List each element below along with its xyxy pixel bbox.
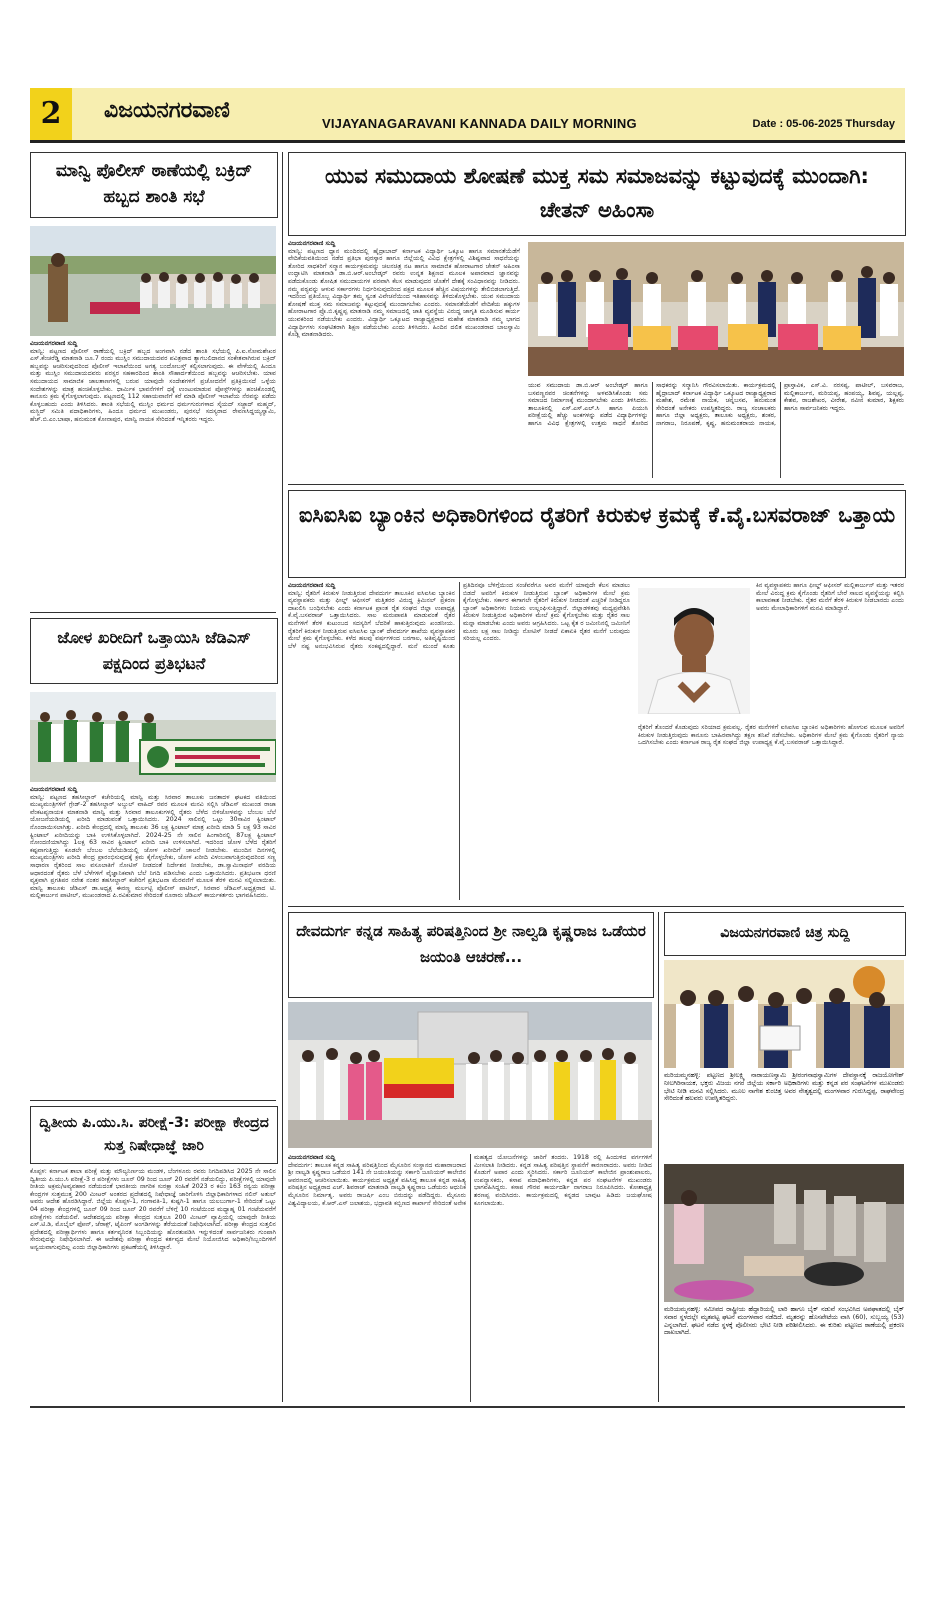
story1-body [30,340,276,608]
story5-headline: ದೇವದುರ್ಗ ಕನ್ನಡ ಸಾಹಿತ್ಯ ಪರಿಷತ್ತಿನಿಂದ ಶ್ರೀ ನಾಲ್ವಡಿ ಕೃಷ್ಣರಾಜ ಒಡೆಯರ ಜಯಂತಿ ಆಚರಣೆ... [296,922,646,966]
story5-photo [288,1002,652,1148]
story2-headline: ಜೋಳ ಖರೀದಿಗೆ ಒತ್ತಾಯಿಸಿ ಜೆಡಿಎಸ್ ಪಕ್ಷದಿಂದ ಪ್ರತಿಭಟನೆ [57,628,251,673]
story2-byline: ವಿಜಯನಗರವಾಣಿ ಸುದ್ದಿ [30,786,78,793]
lead-text: ಮಾನ್ವಿ: ಪಟ್ಟಣದ ಧ್ಯಾನ ಮಂದಿರದಲ್ಲಿ ಹೈದ್ರಾಬಾದ್ ಕರ್ನಾಟಕ ವಿದ್ಯಾರ್ಥಿ ಒಕ್ಕೂಟ ಹಾಗೂ ಸಮಾನತೆಯೆಡೆಗೆ ವೇದಿಕೆಯವತಿಯಿಂದ ನಡೆದ ಪ್ರತಿಭಾ ಪುರಸ್ಕಾರ ಹಾಗೂ ಜಿಲ್ಲೆಯಲ್ಲಿ ವಿವಿಧ ಕ್ಷೇತ್ರಗಳಲ್ಲಿ ವಿಶಿಷ್ಟವಾದ ಸಾಧನೆಯನ್ನು ತೋರಿದ ಸಾಧಕರಿಗೆ ಸನ್ಮಾನ ಕಾರ್ಯಕ್ರಮವನ್ನು ಚಲನಚಿತ್ರ ನಟ ಹಾಗೂ ಸಾಮಾಜಿಕ ಹೋರಾಟಗಾರ ಚೇತನ್ ಅಹಿಂಸಾ ಉದ್ಘಾಟಿಸಿ ಮಾತನಾಡಿ ಡಾ.ಬಿ.ಆರ್.ಅಂಬೇಡ್ಕರ್ ರವರು ಉನ್ನತ ಶಿಕ್ಷಣದ ಮೂಲಕ ಅಪಾರವಾದ ಜ್ಞಾನವನ್ನು ಪಡೆದುಕೊಂಡು ಶೋಷಿತ ಸಮುದಾಯಗಳ ಪರವಾಗಿ ಕೆಲಸ ಮಾಡುವುದರ ಜೊತೆಗೆ ದೇಶಕ್ಕೆ ಸಂವಿಧಾನವನ್ನು ನೀಡಿದರು. ನಮ್ಮ ಪಠ್ಯವನ್ನು ಆಳುವ ಸರ್ಕಾರಗಳು ನಿರ್ಧರಿಸುವುದರಿಂದ ಪಕ್ಷದ ಮೂಲಕ ಹೆಚ್ಚಿನ ವಿಷಯಗಳನ್ನು ತೇಲಿಬಿಡಲಾಗುತ್ತಿದೆ. ಇದರಿಂದ ಪ್ರತಿಯೊಬ್ಬ ವಿದ್ಯಾರ್ಥಿ ತಮ್ಮ ಸ್ವಂತ ವಿವೇಚನೆಯಿಂದ ಇತಿಹಾಸವನ್ನು ತಿಳಿದುಕೊಳ್ಳಬೇಕು. ಯುವ ಸಮುದಾಯ ಶೋಷಣೆ ಮುಕ್ತ ಸಮ ಸಮಾಜವನ್ನು ಕಟ್ಟುವುದಕ್ಕೆ ಮುಂದಾಗಬೇಕು ಎಂದರು. ಸಮಾನತೆಯೆಡೆಗೆ ವೇದಿಕೆಯ ಹಕ್ಕುಗಳ ಹೋರಾಟಗಾರ ಪ್ರೊ.ಬಿ.ಕೃಷ್ಣಪ್ಪ ಮಾತನಾಡಿ ನಮ್ಮ ಸಮಾಜದಲ್ಲಿ ಜಾತಿ ವ್ಯವಸ್ಥೆಯ ವಿರುದ್ಧ ಜಾಗೃತಿ ಮೂಡಿಸುವ ಕಾರ್ಯ ಯುವಕರಿಂದ ನಡೆಯಬೇಕು ಎಂದರು. ವಿದ್ಯಾರ್ಥಿ ಒಕ್ಕೂಟದ ರಾಜ್ಯಾಧ್ಯಕ್ಷರಾದ ಮಹೇಶ ಮಾತನಾಡಿ ನಮ್ಮ ಭಾಗದ ವಿದ್ಯಾರ್ಥಿಗಳು ಸಂಘಟಿತರಾಗಿ ಶಿಕ್ಷಣ ಪಡೆಯಬೇಕು ಎಂದು ತಿಳಿಸಿದರು. ಹಿಂದಿನ ದಲಿತ ಮುಖಂಡರಾದ ಬಾಲಸ್ವಾಮಿ ಕೊಡ್ಲಿ ಮಾತನಾಡಿದರು. [288,247,520,339]
story4-headline: ಐಸಿಐಸಿಐ ಬ್ಯಾಂಕಿನ ಅಧಿಕಾರಿಗಳಿಂದ ರೈತರಿಗೆ ಕಿರುಕುಳ ಕ್ರಮಕ್ಕೆ ಕೆ.ವೈ.ಬಸವರಾಜ್ ಒತ್ತಾಯ [298,503,896,527]
story1-headline-box [30,152,278,218]
story6-photo2 [664,1164,904,1302]
story4-body [288,582,630,900]
lead-body [288,240,520,476]
story2-body [30,786,276,1096]
story6-caption2: ಮರಿಯಮ್ಮನಹಳ್ಳಿ: ಸಮೀಪದ ರಾಷ್ಟ್ರೀಯ ಹೆದ್ದಾರಿಯಲ್ಲಿ ಲಾರಿ ಹಾಗೂ ಬೈಕ್ ನಡುವೆ ಸಂಭವಿಸಿದ ಅಪಘಾತದಲ್ಲಿ ಬೈಕ್ ಸವಾರ ಸ್ಥಳದಲ್ಲೇ ಮೃತಪಟ್ಟ ಘಟನೆ ಮಂಗಳವಾರ ನಡೆದಿದೆ. ಮೃತರನ್ನು ಹೊಸಪೇಟೆಯ ವಾಸಿ (60), ಸುಬ್ಬಯ್ಯ (53) ಎನ್ನಲಾಗಿದೆ. ಘಟನೆ ನಡೆದ ಸ್ಥಳಕ್ಕೆ ಪೊಲೀಸರು ಭೇಟಿ ನೀಡಿ ಪರಿಶೀಲಿಸಿದರು. ಈ ಕುರಿತು ಪಟ್ಟಣದ ಠಾಣೆಯಲ್ಲಿ ಪ್ರಕರಣ ದಾಖಲಾಗಿದೆ. [664,1306,904,1337]
lead-headline-box [288,152,906,236]
dateline: Date : 05-06-2025 Thursday [752,118,895,130]
story5-byline: ವಿಜಯನಗರವಾಣಿ ಸುದ್ದಿ [288,1154,336,1161]
story4-portrait [638,588,750,714]
story5-headline-box [288,912,654,998]
story5-text: ದೇವದುರ್ಗ: ತಾಲೂಕ ಕನ್ನಡ ಸಾಹಿತ್ಯ ಪರಿಷತ್ತಿನಿಂದ ಮೈಸೂರಿನ ಸಂಸ್ಥಾನದ ಮಹಾರಾಜರಾದ ಶ್ರೀ ನಾಲ್ವಡಿ ಕೃಷ್ಣರಾಜ ಒಡೆಯರ 141 ನೇ ಜಯಂತಿಯನ್ನು ಸರ್ಕಾರಿ ಜೂನಿಯರ್ ಕಾಲೇಜಿನ ಆವರಣದಲ್ಲಿ ಆಚರಿಸಲಾಯಿತು. ಕಾರ್ಯಕ್ರಮದ ಅಧ್ಯಕ್ಷತೆ ವಹಿಸಿದ್ದ ತಾಲೂಕ ಕನ್ನಡ ಸಾಹಿತ್ಯ ಪರಿಷತ್ತಿನ ಅಧ್ಯಕ್ಷರಾದ ಎಚ್. ಶಿವರಾಜ್ ಮಾತನಾಡಿ ನಾಲ್ವಡಿ ಕೃಷ್ಣರಾಜ ಒಡೆಯರು ಆಧುನಿಕ ಮೈಸೂರಿನ ನಿರ್ಮಾತೃ. ಅವರು ರಾಜರ್ಷಿ ಎಂಬ ಬಿರುದನ್ನು ಪಡೆದಿದ್ದರು. ಮೈಸೂರು ವಿಶ್ವವಿದ್ಯಾಲಯ, ಕೆ.ಆರ್.ಎಸ್ ಜಲಾಶಯ, ಭದ್ರಾವತಿ ಕಬ್ಬಿಣದ ಕಾರ್ಖಾನೆ ಸೇರಿದಂತೆ ಅನೇಕ ಮಹತ್ವದ ಯೋಜನೆಗಳನ್ನು ಜಾರಿಗೆ ತಂದರು. 1918 ರಲ್ಲಿ ಹಿಂದುಳಿದ ವರ್ಗಗಳಿಗೆ ಮೀಸಲಾತಿ ನೀಡಿದರು. ಕನ್ನಡ ಸಾಹಿತ್ಯ ಪರಿಷತ್ತಿನ ಸ್ಥಾಪನೆಗೆ ಕಾರಣರಾದರು. ಅವರು ನೀಡಿದ ಕೊಡುಗೆ ಅಪಾರ ಎಂದು ಸ್ಮರಿಸಿದರು. ಸರ್ಕಾರಿ ಜೂನಿಯರ್ ಕಾಲೇಜಿನ ಪ್ರಾಂಶುಪಾಲರು, ಉಪನ್ಯಾಸಕರು, ಕಸಾಪ ಪದಾಧಿಕಾರಿಗಳು, ಕನ್ನಡ ಪರ ಸಂಘಟನೆಗಳ ಮುಖಂಡರು ಭಾಗವಹಿಸಿದ್ದರು. ಕಸಾಪ ಗೌರವ ಕಾರ್ಯದರ್ಶಿ ನಾಗರಾಜ ನಿರೂಪಿಸಿದರು. ಕೋಶಾಧ್ಯಕ್ಷ ಶರಣಪ್ಪ ವಂದಿಸಿದರು. ಕಾರ್ಯಕ್ರಮದಲ್ಲಿ ಕನ್ನಡದ ಬಾವುಟ ಹಿಡಿದು ಜಯಘೋಷ ಕೂಗಲಾಯಿತು. [288,1154,652,1207]
divider [30,612,276,613]
page-number: 2 [30,88,72,140]
story6-caption1: ಮರಿಯಮ್ಮನಹಳ್ಳಿ: ಪಟ್ಟಣದ ಶ್ರೀಲಕ್ಷ್ಮಿ ನಾರಾಯಣಸ್ವಾಮಿ ಶ್ರೀರಂಗನಾಥಸ್ವಾಮಿಗಳ ದೇವಸ್ಥಾನಕ್ಕೆ ರಾಜಯೋಗೇಶ್ ನೀಲಗಿರಿನಾಯಕ, ಭಕ್ತರು ವಿಜಯ ನಗರ ಜಿಲ್ಲೆಯ ಸರ್ಕಾರಿ ಅಧಿಕಾರಿಗಳು ಮತ್ತು ಕನ್ನಡ ಪರ ಸಂಘಟನೆಗಳ ಮುಖಂಡರು ಭೇಟಿ ನೀಡಿ ಮನವಿ ಸಲ್ಲಿಸಿದರು. ಮೂಲ ನಾಗೇಶ ಕುಂಚಿತ್ತ ಅವರ ನೇತೃತ್ವದಲ್ಲಿ ಮಂಗಳವಾರ ಗುರುಸಿದ್ದಪ್ಪ, ರಾಘವೇಂದ್ರ ಸೇರಿದಂತೆ ಹಲವರು ಉಪಸ್ಥಿತರಿದ್ದರು. [664,1072,904,1103]
column-rule [282,152,283,1402]
masthead [30,88,905,143]
newspaper-page [30,88,905,1558]
story3-body [30,1168,276,1398]
story6-headline: ವಿಜಯನಗರವಾಣಿ ಚಿತ್ರ ಸುದ್ದಿ [720,925,850,941]
lead-photo [528,242,904,376]
story4-continued-text: ರೈತರಿಗೆ ತೊಂದರೆ ಕೊಡುವುದು ಸರಿಯಾದ ಕ್ರಮವಲ್ಲ. ರೈತರ ಮನೆಗಳಿಗೆ ಐಸಿಐಸಿಐ ಬ್ಯಾಂಕಿನ ಅಧಿಕಾರಿಗಳು ಹೋಗುವ ಮೂಲಕ ಅವರಿಗೆ ಕಿರುಕುಳ ನೀಡುತ್ತಿರುವುದು ಕಾನೂನು ಬಾಹಿರವಾಗಿದ್ದು ತಕ್ಷಣ ತನಿಖೆ ನಡೆಸಬೇಕು. ಅಧಿಕಾರಿಗಳ ಮೇಲೆ ಕ್ರಮ ಕೈಗೊಂಡು ರೈತರಿಗೆ ನ್ಯಾಯ ಒದಗಿಸಬೇಕು ಎಂದು ಕರ್ನಾಟಕ ರಾಜ್ಯ ರೈತ ಸಂಘದ ಜಿಲ್ಲಾ ಉಪಾಧ್ಯಕ್ಷ ಕೆ.ವೈ.ಬಸವರಾಜ್ ಒತ್ತಾಯಿಸಿದ್ದಾರೆ. [638,724,904,747]
story4-byline: ವಿಜಯನಗರವಾಣಿ ಸುದ್ದಿ [288,582,336,589]
story1-headline: ಮಾನ್ವಿ ಪೊಲೀಸ್ ಠಾಣೆಯಲ್ಲಿ ಬಕ್ರಿದ್ ಹಬ್ಬದ ಶಾಂತಿ ಸಭೆ [55,161,253,207]
lead-headline: ಯುವ ಸಮುದಾಯ ಶೋಷಣೆ ಮುಕ್ತ ಸಮ ಸಮಾಜವನ್ನು ಕಟ್ಟುವುದಕ್ಕೆ ಮುಂದಾಗಿ: ಚೇತನ್ ಅಹಿಂಸಾ [325,164,869,222]
story1-byline: ವಿಜಯನಗರವಾಣಿ ಸುದ್ದಿ [30,340,78,347]
story3-text: ಕೊಪ್ಪಳ: ಕರ್ನಾಟಕ ಶಾಲಾ ಪರೀಕ್ಷೆ ಮತ್ತು ಮೌಲ್ಯನಿರ್ಣಯ ಮಂಡಳಿ, ಬೆಂಗಳೂರು ರವರು ನಿಗದಿಪಡಿಸಿದ 2025 ನೇ ಸಾಲಿನ ದ್ವಿತೀಯ ಪಿ.ಯು.ಸಿ ಪರೀಕ್ಷೆ-3 ರ ಪರೀಕ್ಷೆಗಳು ಜೂನ್ 09 ರಿಂದ ಜೂನ್ 20 ರವರೆಗೆ ನಡೆಯಲಿದ್ದು, ಪರೀಕ್ಷೆಗಳಲ್ಲಿ ಯಾವುದೇ ರೀತಿಯ ಅಕ್ರಮ/ಅವ್ಯವಹಾರ ನಡೆಯದಂತೆ ಭಾರತೀಯ ನಾಗರಿಕ ಸುರಕ್ಷಾ ಸಂಹಿತೆ 2023 ರ ಕಲಂ 163 ರನ್ವಯ ಪರೀಕ್ಷಾ ಕೇಂದ್ರಗಳ ಸುತ್ತಮುತ್ತ 200 ಮೀಟರ್ ಅಂತರದ ಪ್ರದೇಶದಲ್ಲಿ ನಿಷೇಧಾಜ್ಞೆ ಜಾರಿಗೊಳಿಸಿ ಜಿಲ್ಲಾಧಿಕಾರಿಗಳಾದ ನಲಿನ್ ಅತುಲ್ ಅವರು ಆದೇಶ ಹೊರಡಿಸಿದ್ದಾರೆ. ಜಿಲ್ಲೆಯ ಕೊಪ್ಪಳ-1, ಗಂಗಾವತಿ-1, ಕುಷ್ಟಗಿ-1 ಹಾಗೂ ಯಲಬುರ್ಗಾ-1 ಸೇರಿದಂತೆ ಒಟ್ಟು 04 ಪರೀಕ್ಷಾ ಕೇಂದ್ರಗಳಲ್ಲಿ ಜೂನ್ 09 ರಿಂದ ಜೂನ್ 20 ರವರೆಗೆ ಬೆಳಿಗ್ಗೆ 10 ಗಂಟೆಯಿಂದ ಮಧ್ಯಾಹ್ನ 01 ಗಂಟೆಯವರೆಗೆ ಪರೀಕ್ಷೆಗಳು ನಡೆಯಲಿವೆ. ಆದೇಶದನ್ವಯ ಪರೀಕ್ಷಾ ಕೇಂದ್ರದ ಸುತ್ತಲೂ 200 ಮೀಟರ್ ವ್ಯಾಪ್ತಿಯಲ್ಲಿ ಯಾವುದೇ ರೀತಿಯ ಎಸ್.ಟಿ.ಡಿ, ಮೊಬೈಲ್ ಫೋನ್, ಜೆರಾಕ್ಸ್, ಟೈಪಿಂಗ್ ಅಂಗಡಿಗಳನ್ನು ತೆರೆಯದಂತೆ ನಿಷೇಧಿಸಲಾಗಿದೆ. ಪರೀಕ್ಷಾ ಕೇಂದ್ರದ ಸುತ್ತಲಿನ ಪ್ರದೇಶದಲ್ಲಿ ಪರೀಕ್ಷಾರ್ಥಿಗಳು ಹಾಗೂ ಕರ್ತವ್ಯನಿರತ ಸಿಬ್ಬಂದಿಯನ್ನು ಹೊರತುಪಡಿಸಿ ಇನ್ನುಳಿದಂತೆ ಸಾರ್ವಜನಿಕರು ಗುಂಪಾಗಿ ಸೇರುವುದನ್ನು ನಿಷೇಧಿಸಲಾಗಿದೆ. ಈ ಆದೇಶವು ಪರೀಕ್ಷಾ ಕೇಂದ್ರದ ಕರ್ತವ್ಯದ ಮೇಲೆ ನಿಯೋಜಿಸಿದ ಅಧಿಕಾರಿ/ಸಿಬ್ಬಂದಿಗಳಿಗೆ ಅನ್ವಯವಾಗುವುದಿಲ್ಲ ಎಂದು ಜಿಲ್ಲಾಧಿಕಾರಿಗಳು ಪ್ರಕಟಣೆಯಲ್ಲಿ ತಿಳಿಸಿದ್ದಾರೆ. [30,1168,276,1251]
lead-caption-text: ಯುವ ಸಮುದಾಯ ಡಾ.ಬಿ.ಆರ್ ಅಂಬೇಡ್ಕರ್ ಹಾಗೂ ಬಸವಣ್ಣನವರ ಚಿಂತನೆಗಳನ್ನು ಅಳವಡಿಸಿಕೊಂಡು ಸಮ ಸಮಾಜದ ನಿರ್ಮಾಣಕ್ಕೆ ಮುಂದಾಗಬೇಕು ಎಂದು ತಿಳಿಸಿದರು. ತಾಲೂಕಿನಲ್ಲಿ ಎಸ್.ಎಸ್.ಎಲ್.ಸಿ ಹಾಗೂ ಪಿಯುಸಿ ಪರೀಕ್ಷೆಯಲ್ಲಿ ಹೆಚ್ಚು ಅಂಕಗಳನ್ನು ಪಡೆದ ವಿದ್ಯಾರ್ಥಿಗಳನ್ನು ಹಾಗೂ ವಿವಿಧ ಕ್ಷೇತ್ರಗಳಲ್ಲಿ ಉತ್ತಮ ಸಾಧನೆ ತೋರಿದ ಸಾಧಕರನ್ನು ಸನ್ಮಾನಿಸಿ ಗೌರವಿಸಲಾಯಿತು. ಕಾರ್ಯಕ್ರಮದಲ್ಲಿ ಹೈದ್ರಾಬಾದ್ ಕರ್ನಾಟಕ ವಿದ್ಯಾರ್ಥಿ ಒಕ್ಕೂಟದ ರಾಜ್ಯಾಧ್ಯಕ್ಷರಾದ ಮಹೇಶ, ರಮೇಶ ನಾಯಕ, ಚನ್ನಬಸವ, ಹನುಮಂತ ಸೇರಿದಂತೆ ಅನೇಕರು ಉಪಸ್ಥಿತರಿದ್ದರು. ರಾಜ್ಯ ಸಂಚಾಲಕರು ಹಾಗೂ ಜಿಲ್ಲಾ ಅಧ್ಯಕ್ಷರು, ತಾಲೂಕು ಅಧ್ಯಕ್ಷರು, ಶಂಕರ, ನಾಗರಾಜ, ನಿರೂಪಣೆ, ಕೃಷ್ಣ, ಹನುಮಂತರಾಯ ನಾಯಕ, ಪ್ರಾಸ್ತಾವಿಕ, ಎಸ್.ವಿ. ನರಸಪ್ಪ, ಪಾಟೀಲ್, ಬಸವರಾಜ, ಮಲ್ಲಿಕಾರ್ಜುನ, ಮರಿಯಪ್ಪ, ಹಂಪಯ್ಯ, ಶಿವಪ್ಪ, ಯಲ್ಲಪ್ಪ, ಕೇಶವ, ರಾಜಶೇಖರ, ವೀರೇಶ, ನವೀನ ಕುಮಾರ, ಶಿಕ್ಷಕರು ಹಾಗೂ ಸಾರ್ವಜನಿಕರು ಇದ್ದರು. [528,382,904,427]
story2-text: ಮಾನ್ವಿ: ಪಟ್ಟಣದ ತಹಸೀಲ್ದಾರ್ ಕಚೇರಿಯಲ್ಲಿ ಮಾನ್ವಿ ಮತ್ತು ಸಿರವಾರ ತಾಲೂಕು ಜನತಾದಳ ಘಟಕದ ವತಿಯಿಂದ ಮುಖ್ಯಮಂತ್ರಿಗಳಿಗೆ ಗ್ರೇಡ್-2 ತಹಸೀಲ್ದಾರ್ ಅಬ್ದುಲ್ ವಾಹಿದ್ ರವರ ಮೂಲಕ ಮನವಿ ಸಲ್ಲಿಸಿ ಜೆಡಿಎಸ್ ಮುಖಂಡ ರಾಜಾ ವೆಂಕಟಪ್ಪನಾಯಕ ಮಾತನಾಡಿ ಮಾನ್ವಿ ಮತ್ತು ಸಿರವಾರ ತಾಲೂಕುಗಳಲ್ಲಿ ರೈತರು ಬೆಳೆದ ಬಿಳಿಜೋಳವನ್ನು ಬೆಂಬಲ ಬೆಲೆ ಯೋಜನೆಯಡಿಯಲ್ಲಿ ಖರೀದಿ ಮಾಡುವಂತೆ ಒತ್ತಾಯಿಸಿದರು. 2024 ಸಾಲಿನಲ್ಲಿ ಒಟ್ಟು 30ಸಾವಿರ ಕ್ವಿಂಟಾಲ್ ನೊಂದಾಯಿಸಲಾಗಿತ್ತು. ಖರೀದಿ ಕೇಂದ್ರದಲ್ಲಿ ಮಾನ್ವಿ ತಾಲೂಕು 36 ಲಕ್ಷ ಕ್ವಿಂಟಾಲ್ ಮಾತ್ರ ಖರೀದಿ ಮಾಡಿ 5 ಲಕ್ಷ 93 ಸಾವಿರ ಕ್ವಿಂಟಾಲ್ ಖರೀದಿಯನ್ನು ಬಾಕಿ ಉಳಿಸಿಕೊಳ್ಳಲಾಗಿದೆ. 2024-25 ನೇ ಸಾಲಿನ ಹಿಂಗಾರಿನಲ್ಲಿ 87ಲಕ್ಷ ಕ್ವಿಂಟಾಲ್ ನೋಂದಣಿಯಾಗಿದ್ದು 1ಲಕ್ಷ 63 ಸಾವಿರ ಕ್ವಿಂಟಾಲ್ ಖರೀದಿ ಬಾಕಿ ಉಳಿಸಲಾಗಿದೆ. ಇದರಿಂದ ಜೋಳ ಬೆಳೆದ ರೈತರಿಗೆ ಕಷ್ಟವಾಗುತ್ತಿದ್ದು ಕೂಡಲೇ ಬೆಂಬಲ ಬೆಲೆಯಡಿಯಲ್ಲಿ ಜೋಳ ಖರೀದಿಗೆ ಚಾಲನೆ ನೀಡಬೇಕು. ಮುಂದಿನ ದಿನಗಳಲ್ಲಿ ಮುಖ್ಯಮಂತ್ರಿಗಳು ಖರೀದಿ ಕೇಂದ್ರ ಪ್ರಾರಂಭಿಸುವುದಕ್ಕೆ ಕ್ರಮ ಕೈಗೊಳ್ಳಬೇಕು, ಜೋಳ ಖರೀದಿ ವಿಳಂಬವಾಗುತ್ತಿರುವುದರಿಂದ ಸಣ್ಣ ಸಾಧಾರಣ ರೈತರಿಂದ ಸಾಲ ವಸೂಲಾತಿಗೆ ನೋಟಿಸ್ ನೀಡದಂತೆ ನಿರ್ದೇಶನ ನೀಡಬೇಕು, ಡಾ.ಸ್ವಾಮಿನಾಥನ್ ವರದಿಯ ಆಧಾರದಂತೆ ರೈತರು ಬೆಳೆ ಬೆಳೆಗಳಿಗೆ ವೈಜ್ಞಾನಿಕವಾಗಿ ಬೆಲೆ ನಿಗದಿ ಪಡಿಸಬೇಕು ಎಂದು ಒತ್ತಾಯಿಸಿದರು. ಪ್ರತಿಭಟನಾ ಧರಣಿ ವ್ಯಕ್ತವಾಗಿ ಪ್ರಗತಿಪರ ನರೇಶ ನಂತರ ತಹಸೀಲ್ದಾರ್ ಕಚೇರಿಗೆ ಪ್ರತಿಭಟನಾ ಮೆರವಣಿಗೆ ಮೂಲಕ ತೆರಳಿ ಮನವಿ ಸಲ್ಲಿಸಲಾಯಿತು. ಮಾನ್ವಿ ತಾಲೂಕು ಜೆಡಿಎಸ್ ಡಾ.ಅಧ್ಯಕ್ಷ ಈರಣ್ಣ ಮರ್ಲಟ್ಟಿ ಪೊಲೀಸ್ ಪಾಟೀಲ್, ಸಿರವಾರ ಜೆಡಿಎಸ್.ಅಧ್ಯಕ್ಷರಾದ ಟಿ. ಮಲ್ಲಿಕಾರ್ಜುನ ಪಾಟೀಲ್, ಮುಖಂಡರಾದ ಪಿ.ರವಿಕುಮಾರ ಸೇರಿದಂತೆ ನೂರಾರು ಜೆಡಿಎಸ್ ಕಾರ್ಯಕರ್ತರು ಭಾಗವಹಿಸಿದರು. [30,793,276,900]
story2-headline-box [30,618,278,684]
divider [288,906,904,907]
divider [288,484,904,485]
story1-text: ಮಾನ್ವಿ: ಪಟ್ಟಣದ ಪೊಲೀಸ್ ಠಾಣೆಯಲ್ಲಿ ಬಕ್ರಿದ್ ಹಬ್ಬದ ಅಂಗವಾಗಿ ನಡೆದ ಶಾಂತಿ ಸಭೆಯಲ್ಲಿ ಪಿ.ಐ.ಸೋಮಶೇಖರ ಎಸ್.ಕೆಂಚರೆಡ್ಡಿ ಮಾತನಾಡಿ ಜೂ.7 ರಂದು ಮುಸ್ಲಿಂ ಸಮುದಾಯದವರ ಪವಿತ್ರವಾದ ತ್ಯಾಗಬಲಿದಾನದ ಸಂಕೇತವಾಗಿರುವ ಬಕ್ರಿದ್ ಹಬ್ಬವನ್ನು ಆಚರಿಸುವುದರಿಂದ ಪೊಲೀಸ್ ಇಲಾಖೆಯಿಂದ ಅಗತ್ಯ ಬಂದೋಬಸ್ತ್ ಕಲ್ಪಿಸಲಾಗುವುದು. ಈ ವೇಳೆಯಲ್ಲಿ ಹಿಂದೂ ಮತ್ತು ಮುಸ್ಲಿಂ ಸಮುದಾಯದವರು ಪರಸ್ಪರ ಸಹಕಾರದಿಂದ ಶಾಂತಿ ಸೌಹಾರ್ದತೆಯಿಂದ ಹಬ್ಬವನ್ನು ಆಚರಿಸಬೇಕು. ಯಾವ ಸಮುದಾಯದ ಸಾಮಾಜಿಕ ಜಾಲತಾಣಗಳಲ್ಲಿ ಬರುವ ಯಾವುದೇ ಸಂದೇಶಗಳಿಗೆ ಪ್ರಚೋದನೆಗೆ ಪ್ರತಿಕ್ರಿಯಿಸದೆ ಒಳ್ಳೆಯ ಸಂದೇಶಗಳನ್ನು ಮಾತ್ರ ಹಂಚಿಕೊಳ್ಳಬೇಕು. ಧಾರ್ಮಿಕ ಭಾವನೆಗಳಿಗೆ ಧಕ್ಕೆ ಉಂಟುಮಾಡುವ ಪೋಸ್ಟ್‌ಗಳನ್ನು ಹಂಚಿಕೊಂಡಲ್ಲಿ ಕಾನೂನು ಕ್ರಮ ಕೈಗೊಳ್ಳಲಾಗುವುದು. ಪಟ್ಟಣದಲ್ಲಿ 112 ಸಹಾಯವಾಣಿಗೆ ಕರೆ ಮಾಡಿ ಪೊಲೀಸ್ ಇಲಾಖೆಯ ನೆರವನ್ನು ಪಡೆದು ಕೊಳ್ಳಬಹುದು ಎಂದು ತಿಳಿಸಿದರು. ಶಾಂತಿ ಸಭೆಯಲ್ಲಿ ಮುಸ್ಲಿಂ ಧರ್ಮದ ಧರ್ಮಗುರುಗಳಾದ ಸೈಯದ್ ಸಜ್ಜಾದ್ ಮಹ್ಮದ್, ಮಸ್ಜಿದ್ ಸಮಿತಿ ಪದಾಧಿಕಾರಿಗಳು, ಹಿಂದೂ ಧರ್ಮದ ಮುಖಂಡರು, ಪುರಸಭೆ ಸದಸ್ಯರಾದ ರೇವಣಸಿದ್ದಯ್ಯಸ್ವಾಮಿ, ಹೆಚ್.ಬಿ.ಎಂ.ಬಾಷಾ, ಹನುಮಂತ ಕೋನಾಪುರ, ಮಾನ್ವಿ ನಾಯಕ ಸೇರಿದಂತೆ ಇನ್ನಿತರರು ಇದ್ದರು. [30,347,276,423]
story6-photo1 [664,960,904,1068]
story6-headline-box [664,912,906,956]
column-rule [658,912,659,1402]
lead-caption [528,382,904,478]
brand-kannada: ವಿಜಯನಗರವಾಣಿ [104,98,230,123]
story4-continued [638,724,904,900]
lead-byline: ವಿಜಯನಗರವಾಣಿ ಸುದ್ದಿ [288,240,336,247]
page-bottom-rule [30,1406,905,1408]
story4-headline-box [288,490,906,578]
story3-headline: ದ್ವಿತೀಯ ಪಿ.ಯು.ಸಿ. ಪರೀಕ್ಷೆ-3: ಪರೀಕ್ಷಾ ಕೇಂದ್ರದ ಸುತ್ತ ನಿಷೇಧಾಜ್ಞೆ ಜಾರಿ [39,1115,269,1154]
story2-photo [30,692,276,782]
story5-body [288,1154,652,1402]
story4-side-text: ಕಿನ ವ್ಯವಸ್ಥಾಪಕರು ಹಾಗೂ ಫೀಲ್ಡ್ ಆಫೀಸರ್ ಮಲ್ಲಿಕಾರ್ಜುನ್ ಮತ್ತು ಇತರರ ಮೇಲೆ ವಿರುದ್ಧ ಕ್ರಮ ಕೈಗೊಂಡು ರೈತರಿಗೆ ಬೇರೆ ಸಾಲದ ವ್ಯವಸ್ಥೆಯನ್ನು ಕಲ್ಪಿಸಿ ಕಾಲಾವಕಾಶ ನೀಡಬೇಕು. ರೈತರ ಮನೆಗೆ ತೆರಳಿ ಕಿರುಕುಳ ನೀಡಬಾರದು ಎಂದು ಅವರು ಮೇಲಾಧಿಕಾರಿಗಳಿಗೆ ಮನವಿ ಮಾಡಿದ್ದಾರೆ. [756,582,904,612]
story4-side [756,582,904,720]
brand-english: VIJAYANAGARAVANI KANNADA DAILY MORNING [322,116,637,131]
divider [30,1100,276,1101]
story4-text: ಮಾನ್ವಿ: ರೈತರಿಗೆ ಕಿರುಕುಳ ನೀಡುತ್ತಿರುವ ದೇವದುರ್ಗ ತಾಲೂಕಿನ ಐಸಿಐಸಿಐ ಬ್ಯಾಂಕಿನ ವ್ಯವಸ್ಥಾಪಕರು ಮತ್ತು ಫೀಲ್ಡ್ ಆಫೀಸರ್ ಮತ್ತಿತರರ ವಿರುದ್ಧ ಕ್ರಿಮಿನಲ್ ಪ್ರಕರಣ ದಾಖಲಿಸಿ ಬಂಧಿಸಬೇಕು ಎಂದು ಕರ್ನಾಟಕ ಪ್ರಾಂತ ರೈತ ಸಂಘದ ಜಿಲ್ಲಾ ಉಪಾಧ್ಯಕ್ಷ ಕೆ.ವೈ.ಬಸವರಾಜ್ ಒತ್ತಾಯಿಸಿದರು. ಸಾಲ ಮರುಪಾವತಿ ಮಾಡುವಂತೆ ರೈತರ ಮನೆಗಳಿಗೆ ತೆರಳಿ ಕುಟುಂಬದ ಸದಸ್ಯರಿಗೆ ಬೆದರಿಕೆ ಹಾಕುತ್ತಿರುವುದು ಖಂಡನೀಯ. ರೈತರಿಗೆ ಕಿರುಕುಳ ನೀಡುತ್ತಿರುವ ಐಸಿಐಸಿಐ ಬ್ಯಾಂಕ್ ದೇವದುರ್ಗ ಶಾಖೆಯ ವ್ಯವಸ್ಥಾಪಕರ ಮೇಲೆ ಕ್ರಮ ಕೈಗೊಳ್ಳಬೇಕು. ಕಳೆದ ಹಲವು ವರ್ಷಗಳಿಂದ ಬರಗಾಲ, ಅತಿವೃಷ್ಟಿಯಿಂದ ಬೆಳೆ ನಷ್ಟ ಅನುಭವಿಸಿರುವ ರೈತರು ಸಂಕಷ್ಟದಲ್ಲಿದ್ದಾರೆ. ಮನೆ ಮುಂದೆ ಕೂತು ಪ್ರತಿದಿನವೂ ಬೆಳಿಗ್ಗೆಯಿಂದ ಸಂಜೆವರೆಗೂ ಅವರ ಮನೆಗೆ ಯಾವುದೇ ಕೆಲಸ ಮಾಡಲು ಬಿಡದೆ ಅವರಿಗೆ ಕಿರುಕುಳ ನೀಡುತ್ತಿರುವ ಬ್ಯಾಂಕ್ ಅಧಿಕಾರಿಗಳ ಮೇಲೆ ಕ್ರಮ ಕೈಗೊಳ್ಳಬೇಕು. ಸರ್ಕಾರ ಈಗಾಗಲೇ ರೈತರಿಗೆ ಕಿರುಕುಳ ನೀಡದಂತೆ ಎಚ್ಚರಿಕೆ ನೀಡಿದ್ದರೂ ಬ್ಯಾಂಕ್ ಅಧಿಕಾರಿಗಳು ನಿಯಮ ಉಲ್ಲಂಘಿಸುತ್ತಿದ್ದಾರೆ. ಜಿಲ್ಲಾಡಳಿತವು ಮಧ್ಯಪ್ರವೇಶಿಸಿ ಕಿರುಕುಳ ನೀಡುತ್ತಿರುವ ಅಧಿಕಾರಿಗಳ ಮೇಲೆ ಕ್ರಮ ಕೈಗೊಳ್ಳಬೇಕು ಮತ್ತು ರೈತರ ಸಾಲ ಮನ್ನಾ ಮಾಡಬೇಕು ಎಂದು ಅವರು ಆಗ್ರಹಿಸಿದರು. ಒಟ್ಟ ಕೈತ ರ ಜಮೀನಿನಲ್ಲಿ ಜಮೀನಿಗೆ ಮೂರು ಲಕ್ಷ ಸಾಲ ನೀಡಿದ್ದು ನೋಟಿಸ್ ನೀಡದೆ ಏಕಾಏಕಿ ರೈತರ ಮನೆಗೆ ಬರುವುದು ಸರಿಯಲ್ಲ ಎಂದರು. [288,582,630,650]
story3-headline-box [30,1106,278,1164]
story1-photo [30,226,276,336]
